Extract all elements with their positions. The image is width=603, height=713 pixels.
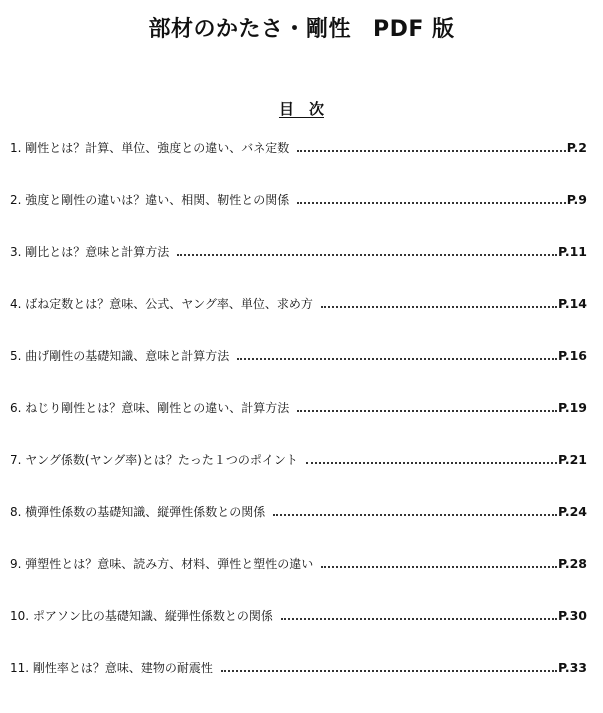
toc-dot-leader xyxy=(237,358,557,360)
toc-dot-leader xyxy=(221,670,557,672)
toc-entry-number: 10. xyxy=(10,609,30,623)
toc-entry-page-number: P.24 xyxy=(557,504,587,519)
toc-entry-page-number: P.28 xyxy=(557,556,587,571)
toc-entry-label: 横弾性係数の基礎知識、縦弾性係数との関係 xyxy=(25,505,266,519)
toc-entry-page-number: P.19 xyxy=(557,400,587,415)
toc-entry-label: 剛性とは？計算、単位、強度との違い、バネ定数 xyxy=(25,141,290,155)
toc-entry-page-number: P.30 xyxy=(557,608,587,623)
toc-dot-leader xyxy=(321,306,557,308)
toc-dot-leader xyxy=(273,514,557,516)
toc-entry[interactable] xyxy=(10,609,587,661)
toc-entry[interactable] xyxy=(10,453,587,505)
toc-heading: 目 次 xyxy=(278,100,324,118)
toc-entry[interactable] xyxy=(10,401,587,453)
toc-entry-label: 強度と剛性の違いは？違い、相関、靭性との関係 xyxy=(25,193,290,207)
toc-entry[interactable] xyxy=(10,245,587,297)
document-title xyxy=(0,12,603,43)
document-title-suffix: PDF 版 xyxy=(372,17,455,42)
toc-entry-page-number: P.16 xyxy=(557,348,587,363)
toc-entry-label: 曲げ剛性の基礎知識、意味と計算方法 xyxy=(25,349,230,363)
toc-entry[interactable] xyxy=(10,193,587,245)
toc-entry-label: ばね定数とは？意味、公式、ヤング率、単位、求め方 xyxy=(25,297,313,311)
toc-entry-number: 3. xyxy=(10,245,22,259)
toc-entry-number: 5. xyxy=(10,349,22,363)
toc-entry-label: ヤング係数(ヤング率)とは？たった１つのポイント xyxy=(25,453,298,467)
toc-entry-page-number: P.33 xyxy=(557,660,587,675)
toc-entry[interactable] xyxy=(10,661,587,713)
toc-dot-leader xyxy=(281,618,557,620)
toc-entry-page-number: P.11 xyxy=(557,244,587,259)
toc-entry[interactable] xyxy=(10,297,587,349)
toc-entry[interactable] xyxy=(10,557,587,609)
toc-dot-leader xyxy=(321,566,557,568)
toc-list xyxy=(10,141,587,713)
toc-entry-number: 4. xyxy=(10,297,22,311)
toc-entry-number: 8. xyxy=(10,505,22,519)
toc-entry-label: ねじり剛性とは？意味、剛性との違い、計算方法 xyxy=(25,401,290,415)
document-title-main: 部材のかたさ・剛性 xyxy=(148,17,351,42)
toc-entry-page-number: P.21 xyxy=(557,452,587,467)
toc-dot-leader xyxy=(297,150,565,152)
toc-entry-number: 1. xyxy=(10,141,22,155)
toc-dot-leader xyxy=(297,202,565,204)
toc-entry-page-number: P.9 xyxy=(566,192,587,207)
toc-dot-leader xyxy=(306,462,557,464)
toc-dot-leader xyxy=(297,410,557,412)
toc-entry-label: 剛比とは？意味と計算方法 xyxy=(25,245,170,259)
toc-entry-number: 2. xyxy=(10,193,22,207)
toc-entry-number: 7. xyxy=(10,453,22,467)
toc-entry[interactable] xyxy=(10,141,587,193)
toc-entry-number: 11. xyxy=(10,661,30,675)
toc-entry[interactable] xyxy=(10,505,587,557)
toc-entry-page-number: P.2 xyxy=(566,140,587,155)
toc-entry-page-number: P.14 xyxy=(557,296,587,311)
toc-entry-number: 6. xyxy=(10,401,22,415)
toc-entry-label: ポアソン比の基礎知識、縦弾性係数との関係 xyxy=(32,609,273,623)
toc-entry-label: 弾塑性とは？意味、読み方、材料、弾性と塑性の違い xyxy=(25,557,314,571)
toc-entry-number: 9. xyxy=(10,557,22,571)
toc-entry-label: 剛性率とは？意味、建物の耐震性 xyxy=(32,661,213,675)
toc-entry[interactable] xyxy=(10,349,587,401)
toc-dot-leader xyxy=(177,254,557,256)
